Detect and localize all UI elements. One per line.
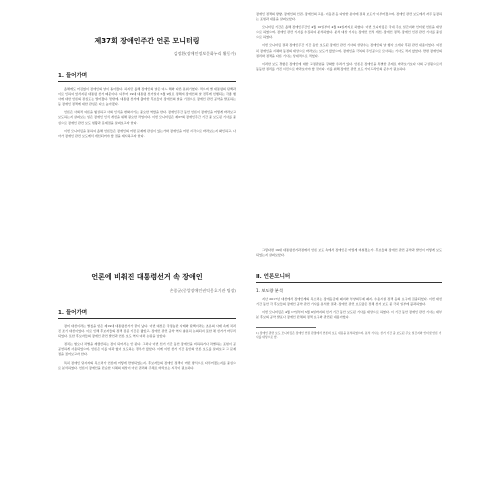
article-title: 제37회 장애인주간 언론 모니터링: [94, 37, 200, 45]
footnote: 1) 장애인 관련 보도 모니터링은 장애인 인권 관점에서 언론의 보도 내용을 분석하였으며, 분석 기사는 선거 기간 중 보도된 주요 일간지와 인터넷 언론 기사를 대상으로 함.: [256, 330, 442, 339]
section-heading: 1. 들어가며: [58, 73, 88, 79]
article-byline: 김정환(장애인정보문화누리 활동가): [173, 51, 236, 56]
paragraph: 특히 장애인 당사자의 목소리가 언론에 어떻게 반영되었는지, 후보자들의 장애인 정책이 어떤 방식으로 다루어졌는지를 중심으로 분석하였다. 언론이 장애인을 단순한 시혜의 대상이 아닌 권리의 주체로 바라보는 시각이 필요하다.: [58, 360, 236, 370]
article-bottom: [58, 272, 236, 374]
paragraph: 이번 모니터링은 4월 17일부터 5월 9일까지의 선거 기간 동안 보도된 기사를 대상으로 하였다. 이 기간 동안 장애인 관련 기사는 대부분 후보의 공약 발표나 장애인 단체의 정책 요구와 관련된 내용이었다.: [256, 310, 442, 320]
continued-column-top: [256, 12, 442, 75]
paragraph: 그렇다면 19대 대통령선거과정에서 언론 보도 속에서 장애인은 어떻게 비춰졌는가. 후보들의 장애인 관련 공약과 발언이 어떻게 보도되었는지 살펴보았다.: [256, 248, 442, 258]
paragraph: 정치는 혐오나 차별을 재생산하는 장이 되어서는 안 된다. 그러나 이번 선거 기간 동안 장애인을 비하하거나 차별하는 표현이 공공연하게 사용되었으며, 언론은 이를 여과 없이 보도하는 경우가 많았다. 이에 이번 선거 기간 동안의 언론 보도를 살펴보고 그 문제점을 짚어보고자 한다.: [58, 342, 236, 357]
continued-column-bottom: [256, 248, 442, 339]
section-heading: 1. 들어가며: [58, 310, 88, 316]
paragraph: 언론은 사회적 여론을 형성하고 사회 인식을 변화시키는 중요한 역할을 한다. 장애인주간 동안 언론이 장애인을 어떻게 바라보고 보도하는지 살펴보는 일은 장애인 인식 개선을 위해 필요한 작업이다. 이번 모니터링은 제37회 장애인주간 기간 중 보도된 기사를 중심으로 장애인 관련 보도 현황과 문제점을 살펴보고자 한다.: [58, 110, 236, 125]
paragraph: 장미 대선이라는 별칭을 얻은 제19대 대통령선거가 끝이 났다. 이번 대선은 국정농단 사태와 탄핵이라는 초유의 사태 속에 치러진 조기 대선이었다. 이로 인해 후보자들의 정책 검증 기간은 짧았고, 장애인 관련 공약 역시 충분히 논의되지 못한 채 선거가 마무리되었다. 또한 후보자들의 장애인 관련 발언과 언론 보도 역시 여러 논란을 낳았다.: [58, 324, 236, 339]
section-rule: [256, 282, 442, 283]
article-top: [58, 36, 236, 142]
section-heading: Ⅱ. 언론모니터: [256, 274, 291, 281]
paragraph: 이러한 보도 경향은 장애인에 대한 고정관념을 강화할 우려가 있다. 언론은 장애인을 특별한 존재로 바라보기보다 사회 구성원으로서 동등한 권리를 가진 시민으로 바라보아야 할 것이다. 이를 위해 장애인 관련 보도 가이드라인의 준수가 필요하다.: [256, 61, 442, 71]
paragraph: 이번 모니터링을 통하여 올해 언론들은 장애인의 어떤 문제에 관심이 있는가와 장애인을 어떤 시각으로 바라보는지 확인하고, 나아가 장애인 관련 보도에서 개선되어야 할 점을 제시하고자 한다.: [58, 128, 236, 138]
paragraph: 장애인 정책의 방향, 장애인의 인권, 장애인의 고용, 이동권 등 다양한 분야에 걸쳐 보도가 이루어졌으며, 장애인 관련 보도에서 자주 등장하는 표현과 내용을 살펴보았다.: [256, 12, 443, 22]
paragraph: 올해에도 어김없이 장애인의 날이 돌아왔다. 하지만 올해 장애인의 날은 여느 해와 다른 분위기였다. 먹으며 별 대통령의 탄핵과 이로 인하여 앞서지된 대통령 선거 때문이다. 다투어 19대 대통령 선거일이 5월 9일로 정해져 장애인의 날 전후에 선행되는 각종 행사에 대한 언론의 관심도는 떨어졌다. 반면에, 대통령 선거에 출마한 후보들이 장애인의 날을 기점으로 장애인 관련 공약을 발표하는 등 장애인 정책에 대한 관심은 다소 높아졌다.: [58, 87, 236, 107]
paragraph: 모니터링 기간은 올해 장애인주간인 4월 10일부터 4월 24일까지로 하였다. 이번 모니터링은 국내 주요 일간지와 인터넷 언론을 대상으로 하였으며, 장애인 관련 기사를 수집하여 분석하였다. 분석 대상 기사는 장애인 인식 개선, 장애인 정책, 장애인 인권 관련 기사를 중심으로 하였다.: [256, 25, 442, 40]
article-title: 언론에 비춰진 대통령선거 속 장애인: [91, 273, 203, 281]
subsection-heading: 1. 보도량 분석: [256, 288, 283, 294]
section-rule: [58, 318, 236, 319]
paragraph: 지난 2017년 대선에서 장애인계의 목소리는 장애등급제 폐지와 부양의무제 폐지, 수용시설 정책 등의 요구에 집중되었다. 이번 대선 기간 동안 각 후보들의 장애인 공약 관련 기사를 분석한 결과, 장애인 관련 보도량은 전체 선거 보도 중 극히 일부에 불과하였다.: [256, 297, 442, 307]
article-byline: 손종균(중앙장애인권익옹호기관 팀장): [169, 288, 236, 293]
footnote-rule: [256, 327, 316, 328]
section-rule: [58, 81, 236, 82]
paragraph: 이번 모니터링 결과 장애인주간 기간 동안 보도된 장애인 관련 기사의 상당수는 장애인의 날 행사 소개나 후원 관련 내용이었다. 여전히 장애인을 시혜와 동정의 대상으로 바라보는 보도가 많았으며, 장애인을 극복의 주인공으로 묘사하는 기사도 적지 않았다. 반면 장애인의 권리와 정책을 다룬 기사는 상대적으로 적었다.: [256, 43, 442, 58]
